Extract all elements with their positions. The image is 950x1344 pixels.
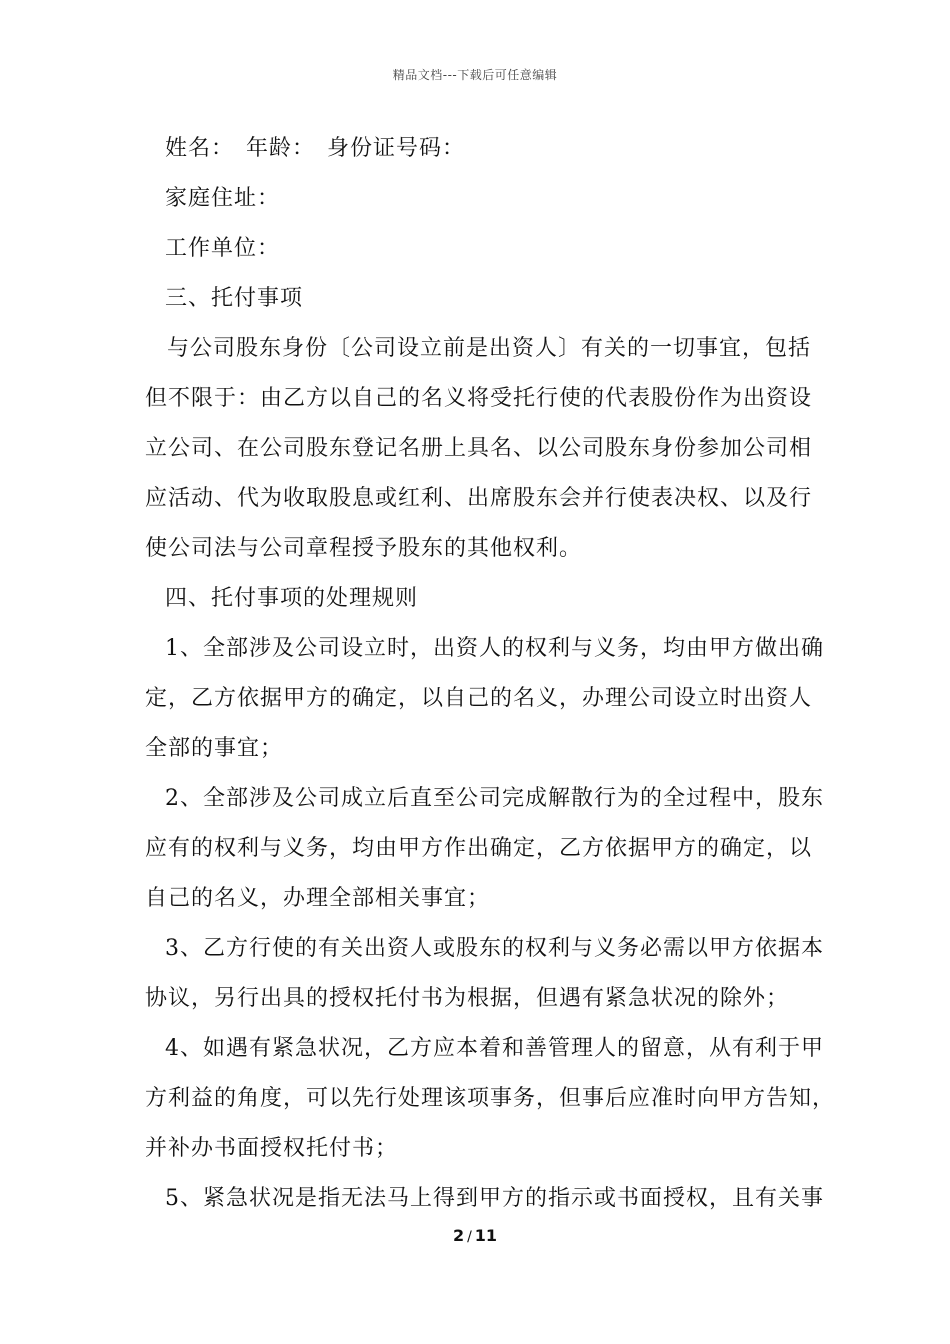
- page-number: [0, 1226, 950, 1245]
- paragraph-line: 5、紧急状况是指无法马上得到甲方的指示或书面授权，且有关事: [165, 1186, 824, 1211]
- paragraph-line: 协议，另行出具的授权托付书为根据，但遇有紧急状况的除外；: [145, 986, 790, 1011]
- paragraph-line: 4、如遇有紧急状况，乙方应本着和善管理人的留意，从有利于甲: [165, 1036, 824, 1061]
- paragraph-line: 应有的权利与义务，均由甲方作出确定，乙方依据甲方的确定，以: [145, 836, 813, 861]
- paragraph-line: 方利益的角度，可以先行处理该项事务，但事后应准时向甲方告知，: [145, 1086, 836, 1111]
- current-page-number: 2: [452, 1226, 465, 1245]
- paragraph-line: 2、全部涉及公司成立后直至公司完成解散行为的全过程中，股东: [165, 786, 824, 811]
- page-separator: /: [467, 1229, 472, 1245]
- paragraph-line: 工作单位：: [165, 236, 281, 261]
- paragraph-line: 使公司法与公司章程授予股东的其他权利。: [145, 536, 583, 561]
- paragraph-line: 姓名： 年龄： 身份证号码：: [165, 136, 466, 161]
- paragraph-line: 1、全部涉及公司设立时，出资人的权利与义务，均由甲方做出确: [165, 636, 824, 661]
- paragraph-line: 但不限于：由乙方以自己的名义将受托行使的代表股份作为出资设: [145, 386, 813, 411]
- paragraph-line: 全部的事宜；: [145, 736, 284, 761]
- paragraph-line: 立公司、在公司股东登记名册上具名、以公司股东身份参加公司相: [145, 436, 813, 461]
- total-pages-number: 11: [474, 1226, 498, 1245]
- paragraph-line: 家庭住址：: [165, 186, 281, 211]
- paragraph-line: 定，乙方依据甲方的确定，以自己的名义，办理公司设立时出资人: [145, 686, 813, 711]
- page-header: 精品文档---下载后可任意编辑: [392, 68, 558, 82]
- paragraph-line: 并补办书面授权托付书；: [145, 1136, 399, 1161]
- paragraph-line: 3、乙方行使的有关出资人或股东的权利与义务必需以甲方依据本: [165, 936, 824, 961]
- document-body: [145, 124, 836, 1224]
- paragraph-line: 应活动、代为收取股息或红利、出席股东会并行使表决权、以及行: [145, 486, 813, 511]
- section-heading: 三、托付事项: [165, 286, 304, 311]
- section-heading: 四、托付事项的处理规则: [165, 586, 419, 611]
- paragraph-line: 自己的名义，办理全部相关事宜；: [145, 886, 491, 911]
- paragraph-line: 与公司股东身份〔公司设立前是出资人〕有关的一切事宜，包括: [167, 336, 812, 361]
